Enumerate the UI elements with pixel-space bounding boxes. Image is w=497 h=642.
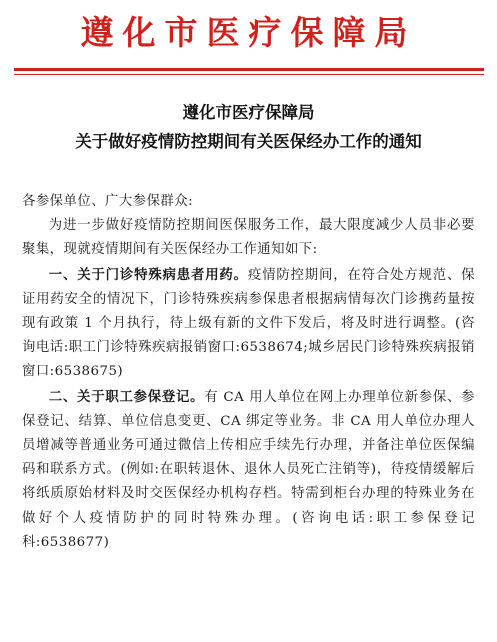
letterhead-rule-thick: [14, 68, 484, 71]
section-2-heading: 二、关于职工参保登记。: [48, 388, 205, 405]
notice-body: [22, 190, 475, 555]
section-2-paragraph: [22, 385, 475, 555]
salutation: 各参保单位、广大参保群众:: [22, 194, 194, 209]
letterhead-org-name: 遵化市医疗保障局: [80, 13, 417, 52]
section-1-text: 疫情防控期间，在符合处方规范、保证用药安全的情况下，门诊特殊疾病参保患者根据病情每次门诊携药量按现有政策 1 个月执行，待上级有新的文件下发后，将及时进行调整。(咨询电话:职工门诊特殊疾病报销窗口:6538674;城乡居民门诊特殊疾病报销窗口:6538675): [22, 267, 475, 380]
intro-paragraph: 为进一步做好疫情防控期间医保服务工作，最大限度减少人员非必要聚集，现就疫情期间有关医保经办工作通知如下:: [22, 218, 475, 258]
notice-title: [0, 98, 497, 156]
notice-title-line2: 关于做好疫情防控期间有关医保经办工作的通知: [75, 132, 422, 151]
notice-title-line1: 遵化市医疗保障局: [182, 103, 315, 122]
section-1-heading: 一、关于门诊特殊病患者用药。: [48, 266, 248, 283]
letterhead-rule-thin: [14, 74, 484, 75]
section-2-text: 有 CA 用人单位在网上办理单位新参保、参保登记、结算、单位信息变更、CA 绑定等业务。非 CA 用人单位办理人员增减等普通业务可通过微信上传相应手续先行办理，并备注单位医保编码和联系方式。(例如:在职转退休、退休人员死亡注销等)，待疫情缓解后将纸质原始材料及时交医保经办机构存档。特需到柜台办理的特殊业务在做好个人疫情防护的同时特殊办理。(咨询电话:职工参保登记科:6538677): [22, 389, 475, 550]
section-1-paragraph: [22, 263, 475, 385]
